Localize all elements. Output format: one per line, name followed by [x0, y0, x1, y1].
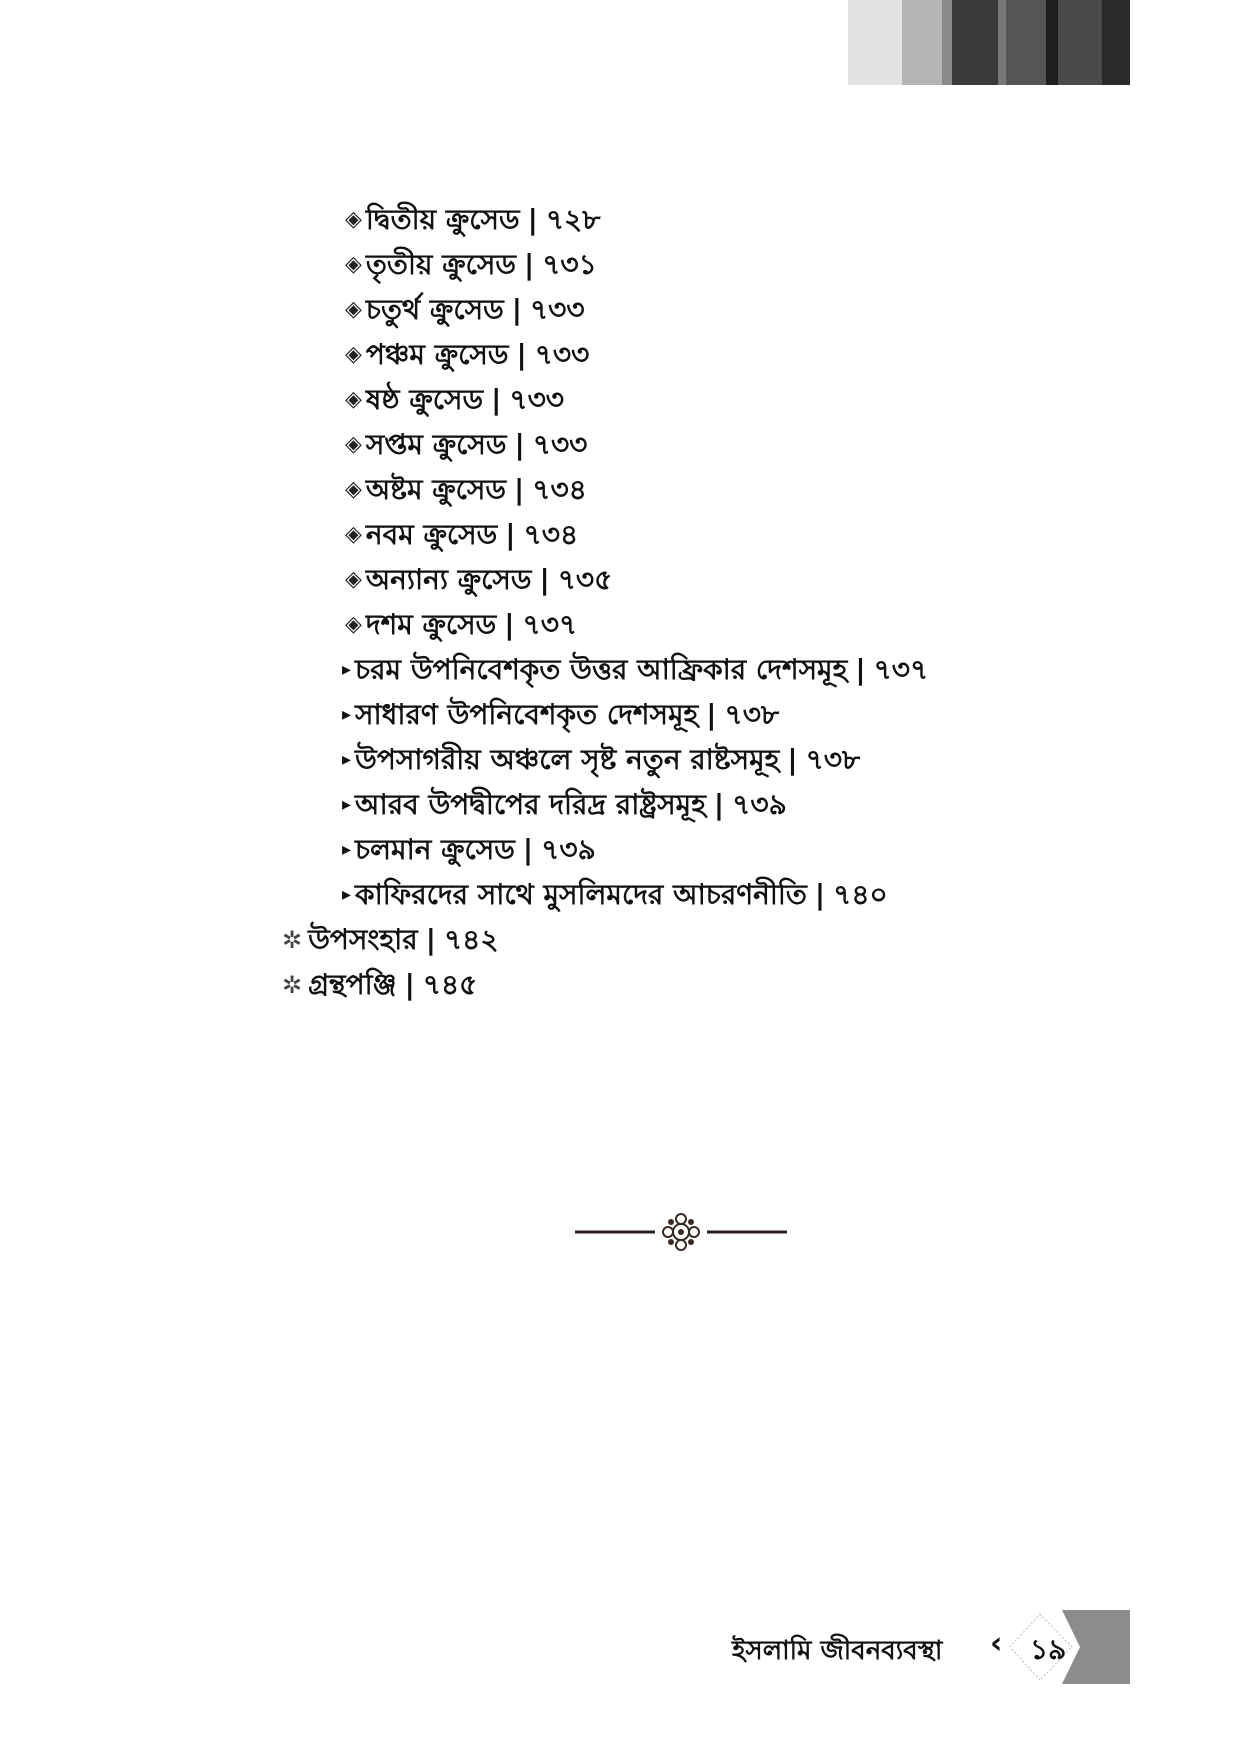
toc-page-number: ৭৩৯ [732, 788, 787, 821]
diamond-bullet-icon: ◈ [345, 522, 362, 547]
toc-entry-title: দ্বিতীয় ক্রুসেড [365, 203, 520, 236]
star-bullet-icon: ✲ [282, 926, 303, 954]
diamond-bullet-icon: ◈ [345, 387, 362, 412]
triangle-bullet-icon: ▸ [342, 704, 352, 725]
toc-page-number: ৭৩৭ [522, 608, 578, 641]
toc-separator: | [706, 698, 717, 731]
diamond-bullet-icon: ◈ [345, 612, 362, 637]
diamond-bullet-icon: ◈ [345, 432, 362, 457]
flourish-icon [663, 1214, 699, 1250]
toc-page-number: ৭৪৫ [422, 968, 478, 1001]
toc-entry [345, 335, 589, 375]
toc-separator: | [505, 518, 516, 551]
toc-separator: | [522, 833, 534, 866]
toc-entry-title: উপসংহার [308, 923, 418, 956]
toc-separator: | [514, 473, 525, 506]
toc-entry-title: চতুর্থ ক্রুসেড [365, 293, 504, 326]
header-bar-segment [942, 0, 952, 85]
toc-entry [282, 920, 499, 960]
toc-entry-title: পঞ্চম ক্রুসেড [365, 338, 509, 371]
toc-entry-title: কাফিরদের সাথে মুসলিমদের আচরণনীতি [355, 878, 807, 911]
triangle-bullet-icon: ▸ [342, 884, 352, 905]
toc-entry [342, 785, 787, 825]
toc-separator: | [523, 248, 535, 281]
star-bullet-icon: ✲ [282, 971, 303, 999]
toc-entry-title: অষ্টম ক্রুসেড [365, 473, 507, 506]
toc-page-number: ৭৪২ [443, 923, 499, 956]
toc-entry-title: গ্রন্থপঞ্জি [308, 968, 397, 1001]
toc-entry [345, 560, 612, 600]
toc-entry-title: তৃতীয় ক্রুসেড [365, 248, 516, 281]
toc-page-number: ৭৩৫ [557, 563, 613, 596]
toc-entry [345, 290, 585, 330]
diamond-bullet-icon: ◈ [345, 207, 362, 232]
toc-entry [345, 605, 577, 645]
toc-page-number: ৭৩৭ [873, 653, 929, 686]
header-bar-segment [1058, 0, 1102, 85]
toc-page-number: ৭৩৯ [541, 833, 596, 866]
toc-entry [342, 740, 860, 780]
toc-separator: | [527, 203, 538, 236]
toc-page-number: ৭৪০ [833, 878, 888, 911]
toc-separator: | [511, 293, 522, 326]
header-bar-segment [848, 0, 902, 85]
header-bar-segment [1046, 0, 1058, 85]
toc-entry-title: অন্যান্য ক্রুসেড [365, 563, 532, 596]
header-bar-segment [1006, 0, 1046, 85]
toc-separator: | [516, 338, 527, 371]
triangle-bullet-icon: ▸ [342, 794, 352, 815]
toc-separator: | [425, 923, 436, 956]
toc-entry-title: চরম উপনিবেশকৃত উত্তর আফ্রিকার দেশসমূহ [355, 653, 848, 686]
toc-separator: | [491, 383, 502, 416]
page-number: ১৯ [1030, 1633, 1067, 1666]
toc-separator: | [713, 788, 725, 821]
toc-separator: | [539, 563, 550, 596]
toc-entry-title: দশম ক্রুসেড [365, 608, 497, 641]
toc-entry [345, 200, 600, 240]
toc-entry [342, 875, 888, 915]
ornament-divider [575, 1210, 787, 1254]
toc-separator: | [855, 653, 866, 686]
triangle-bullet-icon: ▸ [342, 839, 352, 860]
running-footer-title: ইসলামি জীবনব্যবস্থা [732, 1636, 943, 1666]
toc-separator: | [514, 428, 525, 461]
triangle-bullet-icon: ▸ [342, 659, 352, 680]
toc-entry [345, 515, 578, 555]
toc-page-number: ৭২৮ [545, 203, 601, 236]
diamond-bullet-icon: ◈ [345, 252, 362, 277]
toc-entry [345, 245, 597, 285]
triangle-bullet-icon: ▸ [342, 749, 352, 770]
toc-entry-title: ষষ্ঠ ক্রুসেড [365, 383, 484, 416]
diamond-bullet-icon: ◈ [345, 567, 362, 592]
toc-entry-title: উপসাগরীয় অঞ্চলে সৃষ্ট নতুন রাষ্টসমূহ [355, 743, 780, 776]
toc-entry [342, 695, 779, 735]
diamond-bullet-icon: ◈ [345, 297, 362, 322]
toc-separator: | [787, 743, 798, 776]
toc-entry [342, 650, 928, 690]
toc-entry-title: সপ্তম ক্রুসেড [365, 428, 507, 461]
header-bar-segment [902, 0, 942, 85]
toc-page-number: ৭৩৩ [534, 338, 590, 371]
header-bar-segment [998, 0, 1006, 85]
chevron-left-icon: ‹ [990, 1626, 1003, 1661]
toc-separator: | [504, 608, 515, 641]
toc-entry [342, 830, 596, 870]
diamond-bullet-icon: ◈ [345, 477, 362, 502]
header-gradient-bar [848, 0, 1130, 85]
header-bar-segment [952, 0, 998, 85]
toc-entry [345, 380, 564, 420]
toc-page-number: ৭৩৮ [724, 698, 780, 731]
toc-entry-title: চলমান ক্রুসেড [355, 833, 515, 866]
toc-entry [282, 965, 477, 1005]
toc-separator: | [404, 968, 415, 1001]
toc-entry [345, 425, 587, 465]
diamond-bullet-icon: ◈ [345, 342, 362, 367]
toc-entry-title: নবম ক্রুসেড [365, 518, 498, 551]
toc-separator: | [814, 878, 826, 911]
toc-page-number: ৭৩৩ [532, 428, 588, 461]
toc-page-number: ৭৩১ [542, 248, 597, 281]
toc-entry [345, 470, 587, 510]
toc-entry-title: আরব উপদ্বীপের দরিদ্র রাষ্ট্রসমূহ [355, 788, 706, 821]
toc-page-number: ৭৩৪ [532, 473, 587, 506]
toc-page-number: ৭৩৩ [509, 383, 564, 416]
toc-page-number: ৭৩৮ [805, 743, 861, 776]
header-bar-segment [1102, 0, 1130, 85]
page-number-tab [1010, 1610, 1130, 1684]
toc-page-number: ৭৩৪ [523, 518, 579, 551]
toc-entry-title: সাধারণ উপনিবেশকৃত দেশসমূহ [355, 698, 699, 731]
toc-page-number: ৭৩৩ [529, 293, 585, 326]
